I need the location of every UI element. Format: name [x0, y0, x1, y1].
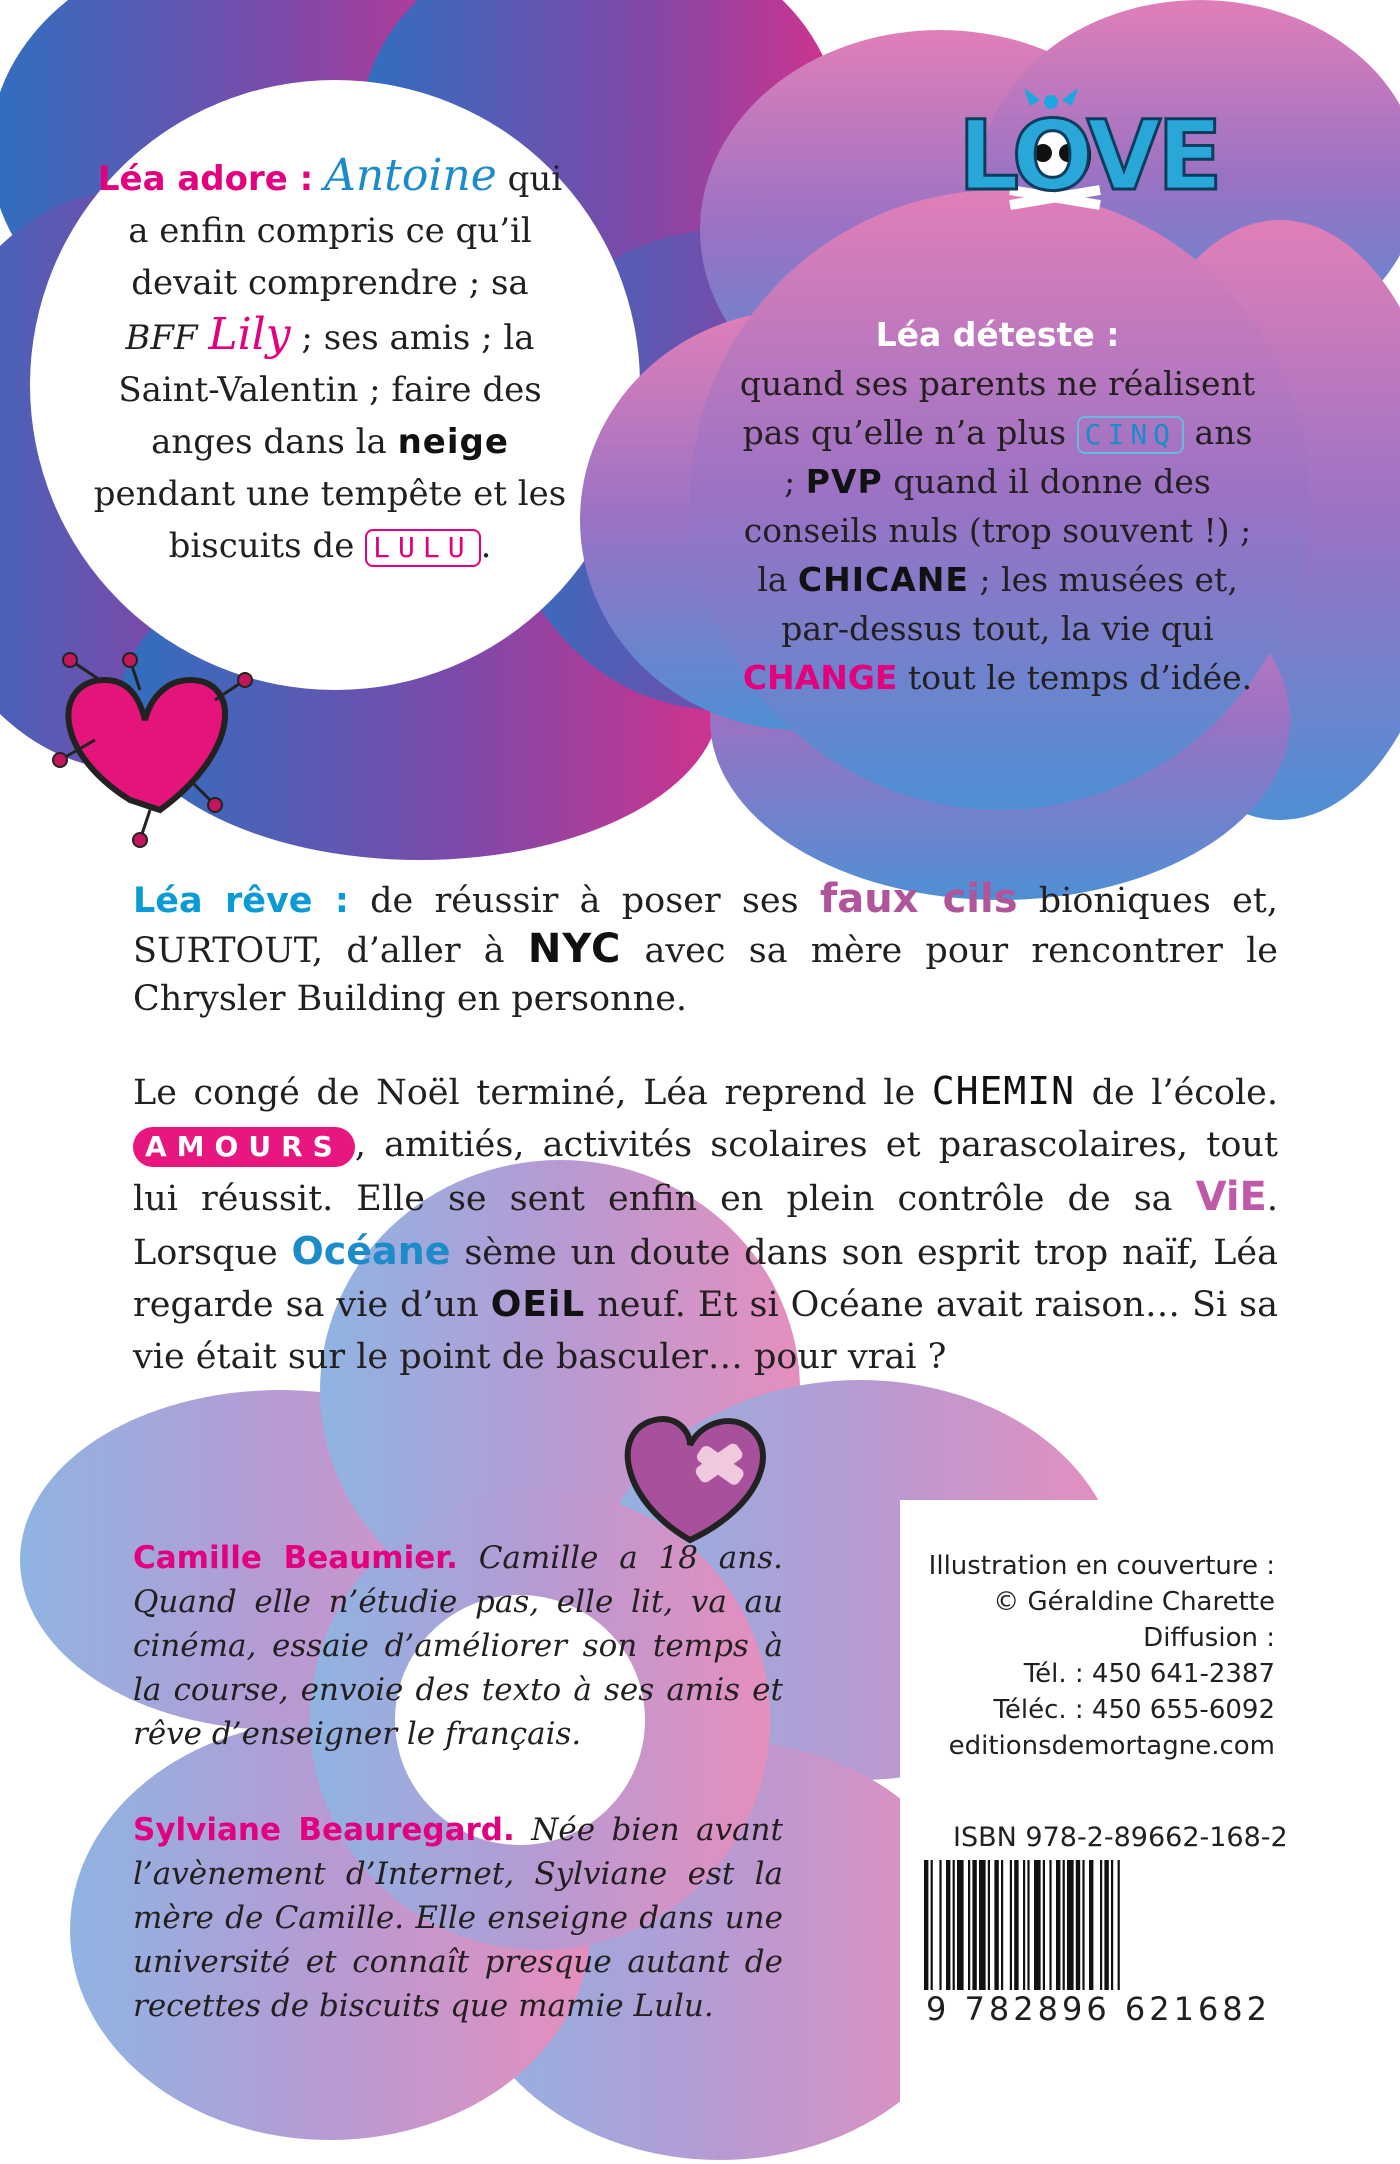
publisher-website: editionsdemortagne.com — [948, 1731, 1275, 1761]
barcode-bar — [953, 1860, 955, 1990]
barcode-bar — [957, 1860, 964, 1990]
adore-lily: Lily — [208, 309, 291, 360]
barcode-bar — [1023, 1860, 1025, 1990]
author-name-sylviane: Sylviane Beauregard. — [133, 1812, 515, 1848]
summary-text-1: Le congé de Noël terminé, Léa reprend le — [133, 1073, 932, 1113]
deteste-chicane: CHICANE — [797, 560, 969, 599]
summary-oeil: OEiL — [490, 1284, 586, 1325]
deteste-text-1: quand ses parents ne réalisent pas qu’elle n’a plus — [739, 364, 1256, 452]
adore-heading: Léa adore : — [97, 159, 314, 199]
barcode-digits: 9 782896 621682 — [926, 1990, 1272, 2028]
barcode-bar — [1001, 1860, 1003, 1990]
credit-phone: Tél. : 450 641-2387 — [1023, 1659, 1275, 1689]
author-bio-camille — [133, 1536, 783, 1756]
barcode-bar — [968, 1860, 970, 1990]
adore-text-1: qui a enfin compris ce qu’il devait comprendre ; sa — [128, 159, 563, 303]
summary-vie: ViE — [1195, 1174, 1267, 1220]
reve-faux-cils: faux cils — [819, 876, 1018, 922]
deteste-text-5: tout le temps d’idée. — [897, 658, 1253, 697]
adore-antoine: Antoine — [324, 150, 497, 201]
reve-text-2: bioniques et, SURTOUT, d’aller à — [133, 881, 1279, 971]
barcode-bar — [972, 1860, 976, 1990]
barcode-bar — [1043, 1860, 1045, 1990]
deteste-block — [735, 310, 1260, 702]
adore-neige: neige — [397, 422, 509, 462]
barcode — [924, 1860, 1274, 1990]
barcode-bar — [1049, 1860, 1051, 1990]
reve-nyc: NYC — [527, 926, 622, 972]
summary-text-2: de l’école. — [1075, 1073, 1278, 1113]
adore-text-3: pendant une tempête et les biscuits de — [93, 474, 567, 566]
barcode-bar — [1082, 1860, 1084, 1990]
love-badge — [958, 100, 1219, 212]
credit-illustrator: © Géraldine Charette — [993, 1587, 1275, 1617]
adore-bff: BFF — [125, 318, 198, 358]
barcode-bar — [924, 1860, 928, 1990]
reve-block — [133, 875, 1278, 1023]
reve-heading: Léa rêve : — [133, 881, 349, 921]
barcode-bar — [1118, 1860, 1120, 1990]
author-text-sylviane: Née bien avant l’avènement d’Internet, Sylviane est la mère de Camille. Elle enseigne dans une université et connaît presque autant de recettes de biscuits que mamie Lulu. — [133, 1812, 783, 2024]
reve-text-1: de réussir à poser ses — [348, 881, 820, 921]
barcode-bar — [939, 1860, 941, 1990]
isbn-label: ISBN 978-2-89662-168-2 — [953, 1822, 1288, 1853]
summary-oceane: Océane — [291, 1229, 451, 1273]
reve-text-3: avec sa mère pour rencontrer le Chrysler Building en personne. — [133, 931, 1279, 1019]
credit-distribution: Diffusion : — [1143, 1623, 1275, 1653]
summary-text-6: neuf. Et si Océane avait raison… Si sa vie était sur le point de basculer… pour vrai ? — [133, 1285, 1279, 1377]
barcode-bar — [994, 1860, 998, 1990]
summary-amours: AMOURS — [133, 1127, 355, 1167]
barcode-bar — [979, 1860, 986, 1990]
barcode-bar — [1104, 1860, 1108, 1990]
barcode-bar — [1063, 1860, 1065, 1990]
deteste-change: CHANGE — [742, 658, 898, 697]
deteste-heading: Léa déteste : — [875, 315, 1120, 354]
barcode-bar — [1067, 1860, 1074, 1990]
summary-chemin: CHEMIN — [931, 1069, 1076, 1113]
deteste-text-4: ; les musées et, par-dessus tout, la vie qui — [781, 560, 1238, 648]
deteste-pvp: PVP — [805, 462, 883, 501]
barcode-bar — [1010, 1860, 1012, 1990]
deteste-cinq: CINQ — [1077, 416, 1184, 454]
barcode-bar — [1100, 1860, 1102, 1990]
barcode-bar — [1027, 1860, 1029, 1990]
summary-text-3: , amitiés, activités scolaires et parascolaires, tout lui réussit. Elle se sent enfin en plein contrôle de sa — [133, 1125, 1278, 1219]
summary-block — [133, 1065, 1278, 1383]
barcode-bar — [988, 1860, 990, 1990]
deteste-text-3: quand il donne des conseils nuls (trop souvent !) ; la — [743, 462, 1252, 599]
barcode-bar — [1014, 1860, 1018, 1990]
author-bio-sylviane — [133, 1808, 783, 2028]
barcode-bar — [1034, 1860, 1041, 1990]
credit-illustration: Illustration en couverture : — [928, 1551, 1275, 1581]
adore-block — [90, 150, 570, 572]
love-badge-text: LOVE — [958, 100, 1219, 212]
credit-fax: Téléc. : 450 655-6092 — [993, 1695, 1275, 1725]
barcode-bar — [1089, 1860, 1093, 1990]
adore-text-4: . — [480, 526, 492, 566]
summary-text-4: . Lorsque — [133, 1179, 1278, 1273]
barcode-bar — [946, 1860, 950, 1990]
deteste-text-2: ans ; — [784, 413, 1253, 501]
adore-lulu: LULU — [365, 529, 480, 567]
adore-text-2: ; ses amis ; la Saint-Valentin ; faire des anges dans la — [118, 318, 542, 462]
barcode-bar — [1076, 1860, 1080, 1990]
barcode-bar — [1056, 1860, 1060, 1990]
publisher-credits — [880, 1548, 1275, 1764]
summary-text-5: sème un doute dans son esprit trop naïf, Léa regarde sa vie d’un — [133, 1233, 1278, 1325]
author-name-camille: Camille Beaumier. — [133, 1540, 458, 1576]
author-text-camille: Camille a 18 ans. Quand elle n’étudie pas, elle lit, va au cinéma, essaie d’améliorer son temps à la course, envoie des texto à ses amis et rêve d’enseigner le français. — [133, 1540, 783, 1752]
barcode-bar — [1111, 1860, 1113, 1990]
barcode-bar — [931, 1860, 933, 1990]
